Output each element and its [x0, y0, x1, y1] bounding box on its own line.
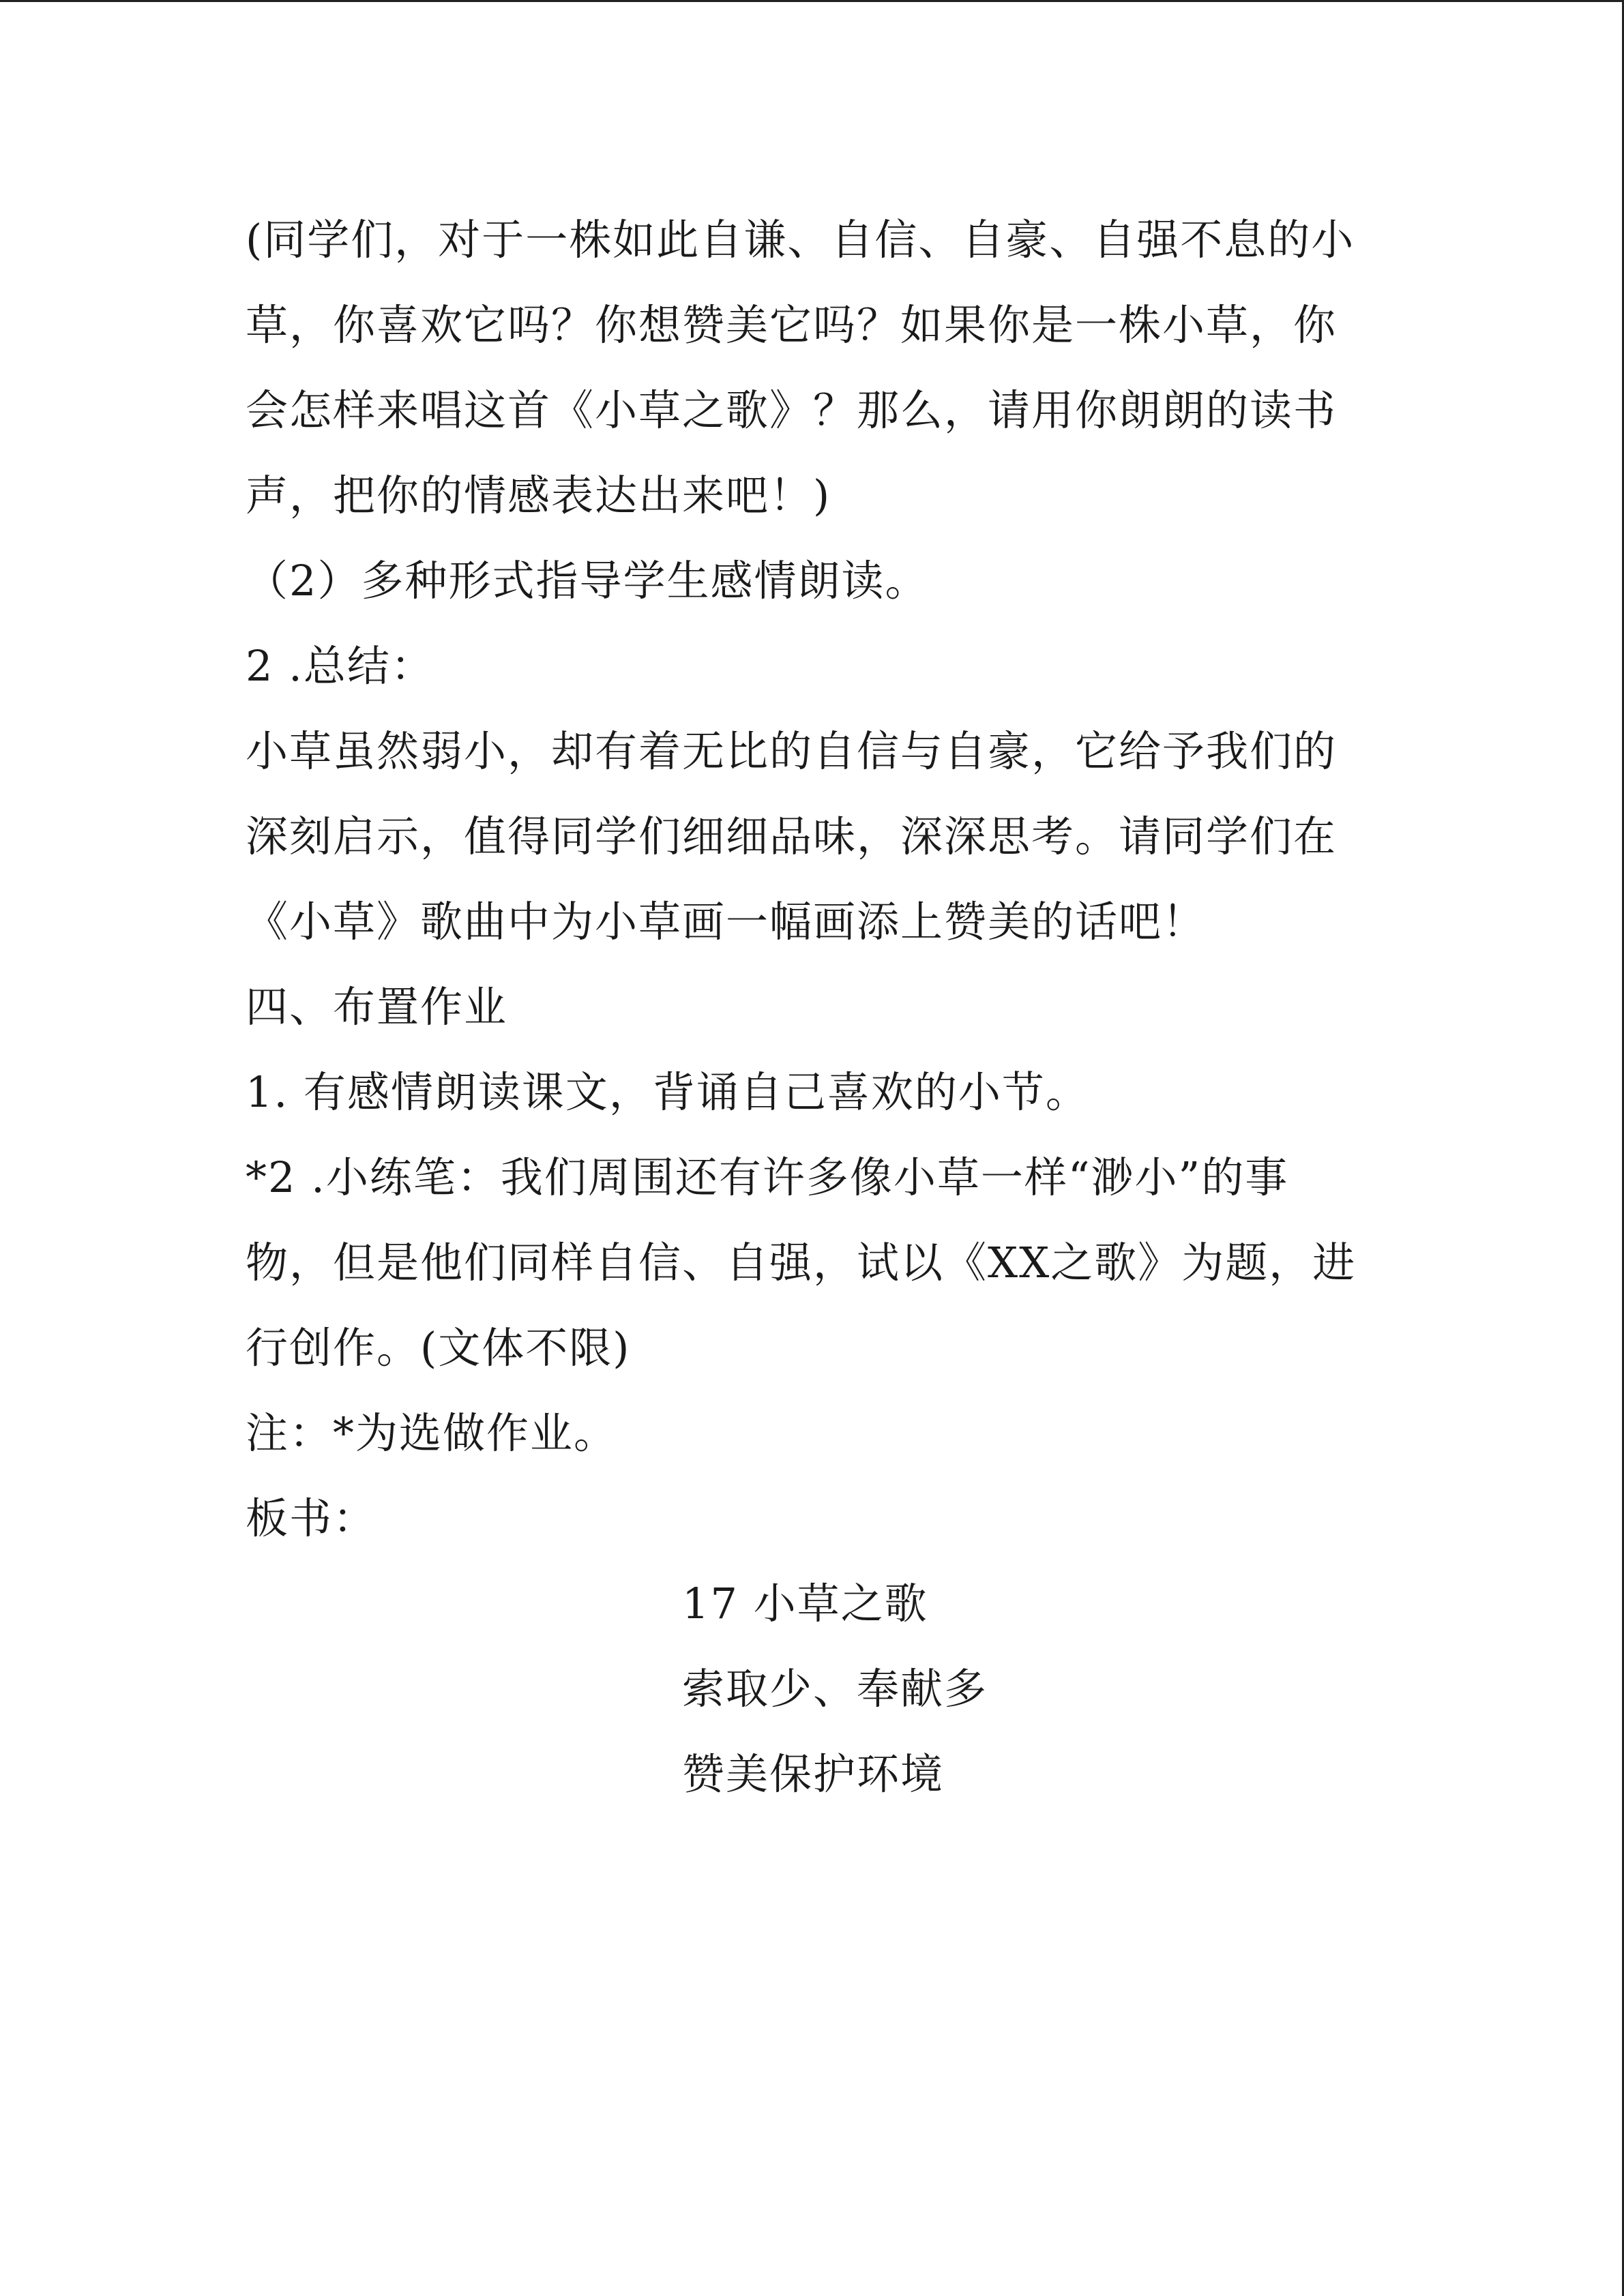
list-item: （2）多种形式指导学生感情朗读。	[246, 556, 929, 606]
paragraph-line: 声，把你的情感表达出来吧！)	[246, 471, 831, 520]
paragraph-line: 草，你喜欢它吗？你想赞美它吗？如果你是一株小草，你	[246, 300, 1338, 350]
list-item: *2 .小练笔：我们周围还有许多像小草一样“渺小”的事	[246, 1152, 1289, 1202]
board-line: 索取少、奉献多	[682, 1664, 988, 1714]
paragraph-line: 会怎样来唱这首《小草之歌》？那么，请用你朗朗的读书	[246, 385, 1338, 435]
paragraph-line: (同学们，对于一株如此自谦、自信、自豪、自强不息的小	[246, 215, 1355, 265]
paragraph-line: 《小草》歌曲中为小草画一幅画添上赞美的话吧！	[246, 897, 1207, 946]
board-heading: 板书：	[246, 1493, 377, 1543]
paragraph-line: 小草虽然弱小，却有着无比的自信与自豪，它给予我们的	[246, 726, 1338, 776]
section-heading: 四、布置作业	[246, 982, 508, 1032]
paragraph-line: 物，但是他们同样自信、自强，试以《XX之歌》为题，进	[246, 1238, 1357, 1287]
paragraph-line: 深刻启示，值得同学们细细品味，深深思考。请同学们在	[246, 811, 1338, 861]
paragraph-line: 行创作。(文体不限)	[246, 1323, 631, 1373]
section-heading: 2 .总结：	[246, 641, 434, 691]
list-item: 1. 有感情朗读课文，背诵自己喜欢的小节。	[246, 1067, 1089, 1117]
board-title: 17 小草之歌	[682, 1579, 928, 1628]
board-line: 赞美保护环境	[682, 1749, 945, 1799]
note-line: 注：*为选做作业。	[246, 1408, 618, 1458]
